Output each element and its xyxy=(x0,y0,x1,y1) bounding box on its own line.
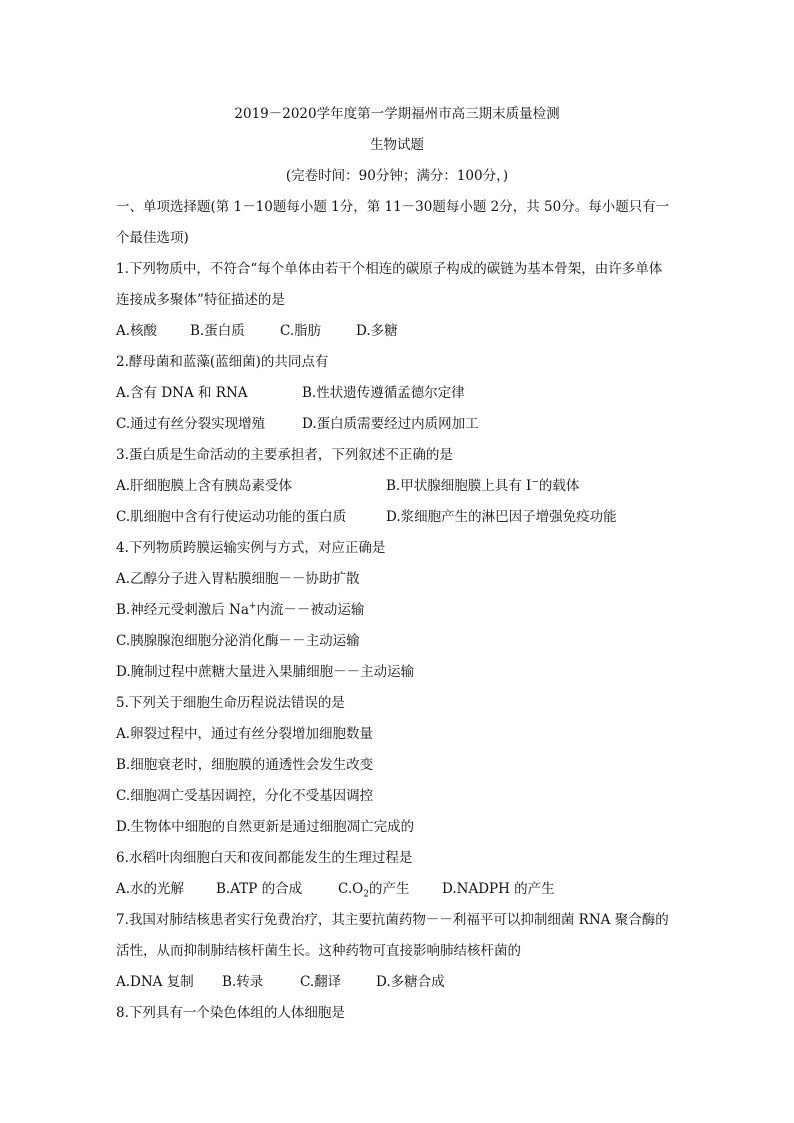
q3-option-c: C.肌细胞中含有行使运动功能的蛋白质 xyxy=(116,509,347,525)
q1-stem-line2: 连接成多聚体”特征描述的是 xyxy=(116,292,285,308)
q1-option-d: D.多糖 xyxy=(356,323,398,339)
section-instructions-line2: 个最佳选项) xyxy=(116,230,189,246)
q6-option-d: D.NADPH 的产生 xyxy=(442,881,555,897)
exam-title: 2019－2020学年度第一学期福州市高三期末质量检测 xyxy=(234,106,560,122)
q2-option-b: B.性状遗传遵循孟德尔定律 xyxy=(302,385,465,401)
q5-stem: 5.下列关于细胞生命历程说法错误的是 xyxy=(116,695,345,711)
q7-option-a: A.DNA 复制 xyxy=(116,974,194,990)
q6-option-a: A.水的光解 xyxy=(116,881,185,897)
q5-option-a: A.卵裂过程中，通过有丝分裂增加细胞数量 xyxy=(116,726,374,742)
q8-stem: 8.下列具有一个染色体组的人体细胞是 xyxy=(116,1005,345,1021)
q3-stem: 3.蛋白质是生命活动的主要承担者，下列叙述不正确的是 xyxy=(116,447,453,463)
q7-stem-line1: 7.我国对肺结核患者实行免费治疗，其主要抗菌药物－－利福平可以抑制细菌 RNA 聚合酶的 xyxy=(116,912,669,928)
q5-option-d: D.生物体中细胞的自然更新是通过细胞凋亡完成的 xyxy=(116,819,415,835)
q7-stem-line2: 活性，从而抑制肺结核杆菌生长。这种药物可直接影响肺结核杆菌的 xyxy=(116,943,521,959)
q7-option-c: C.翻译 xyxy=(300,974,342,990)
q5-option-c: C.细胞凋亡受基因调控，分化不受基因调控 xyxy=(116,788,374,804)
subject-title: 生物试题 xyxy=(370,137,424,153)
q2-option-a: A.含有 DNA 和 RNA xyxy=(116,385,248,401)
q7-option-b: B.转录 xyxy=(222,974,264,990)
q4-option-b: B.神经元受刺激后 Na+内流－－被动运输 xyxy=(116,601,365,618)
q3-option-b: B.甲状腺细胞膜上具有 I−的载体 xyxy=(386,477,580,494)
q1-option-a: A.核酸 xyxy=(116,323,158,339)
q6-option-c: $C.O_2$的产生 xyxy=(338,881,410,900)
q3-option-a: A.肝细胞膜上含有胰岛素受体 xyxy=(116,478,293,494)
q7-option-d: D.多糖合成 xyxy=(376,974,445,990)
q2-stem: 2.酵母菌和蓝藻(蓝细菌)的共同点有 xyxy=(116,354,329,370)
q6-stem: 6.水稻叶肉细胞白天和夜间都能发生的生理过程是 xyxy=(116,850,413,866)
q6-option-b: B.ATP 的合成 xyxy=(216,881,303,897)
q1-option-b: B.蛋白质 xyxy=(190,323,245,339)
q4-stem: 4.下列物质跨膜运输实例与方式，对应正确是 xyxy=(116,540,386,556)
q1-stem-line1: 1.下列物质中，不符合“每个单体由若干个相连的碳原子构成的碳链为基本骨架，由许多单体 xyxy=(116,261,663,277)
exam-info: (完卷时间：90分钟；满分：100分，) xyxy=(285,168,509,184)
q4-option-a: A.乙醇分子进入胃粘膜细胞－－协助扩散 xyxy=(116,571,360,587)
q4-option-d: D.腌制过程中蔗糖大量进入果脯细胞－－主动运输 xyxy=(116,664,415,680)
q3-option-d: D.浆细胞产生的淋巴因子增强免疫功能 xyxy=(386,509,617,525)
q2-option-c: C.通过有丝分裂实现增殖 xyxy=(116,416,266,432)
section-instructions-line1: 一、单项选择题(第 1－10题每小题 1分，第 11－30题每小题 2分，共 50分。每小题只有一 xyxy=(116,199,670,215)
q4-option-c: C.胰腺腺泡细胞分泌消化酶－－主动运输 xyxy=(116,633,360,649)
q5-option-b: B.细胞衰老时，细胞膜的通透性会发生改变 xyxy=(116,757,374,773)
q1-option-c: C.脂肪 xyxy=(280,323,322,339)
q2-option-d: D.蛋白质需要经过内质网加工 xyxy=(302,416,479,432)
